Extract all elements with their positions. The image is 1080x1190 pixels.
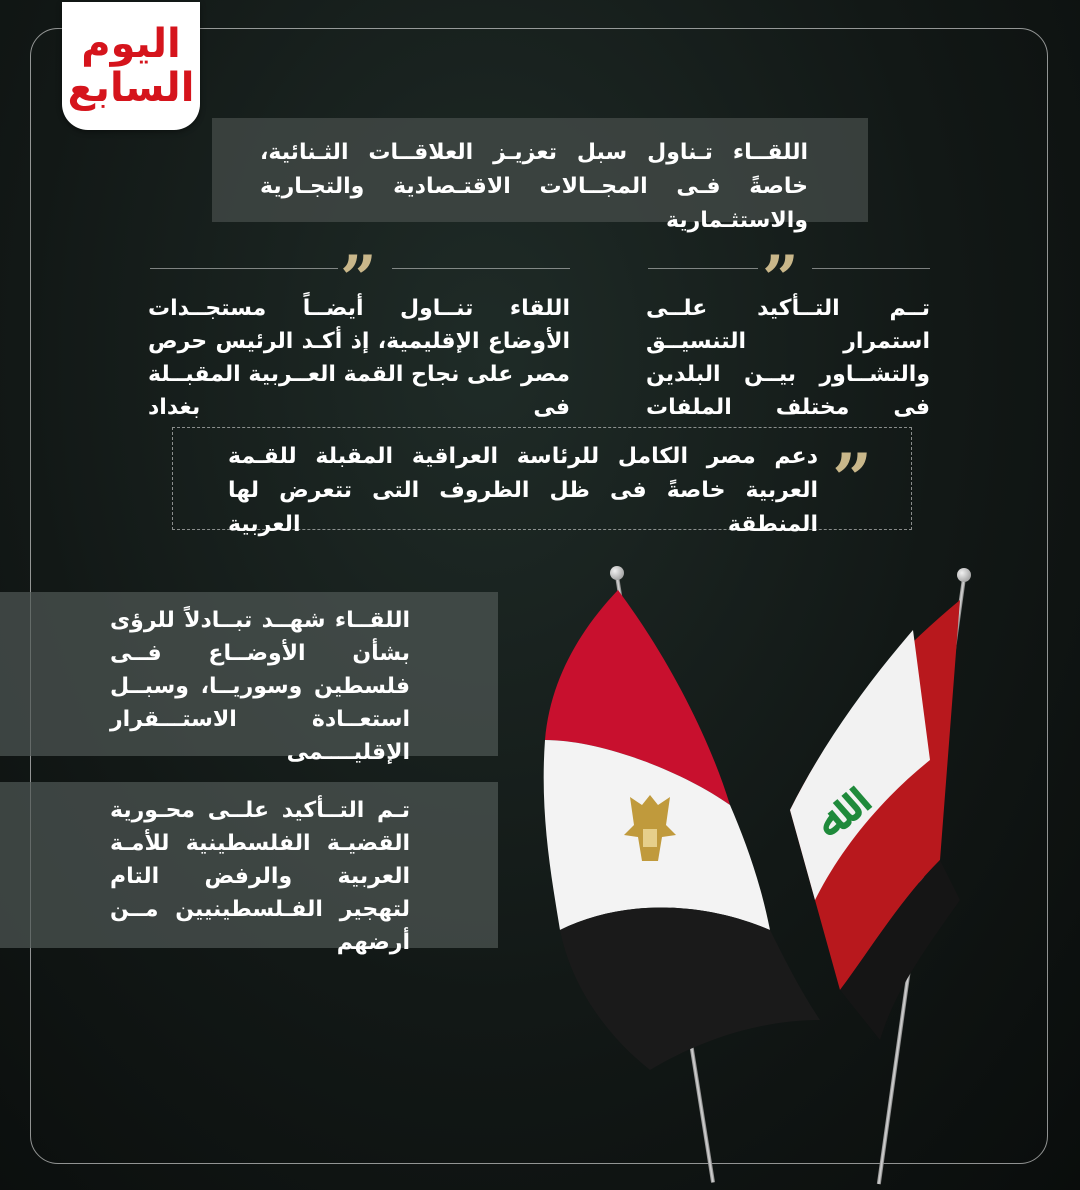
quote-mark-icon: ” [340,242,377,317]
side-statement-text-1: اللقــاء شهــد تبــادلاً للرؤى بشأن الأوضــاع فــى فلسطين وسوريــا، وسبــل استعــادة الاستـــقرار الإقليــــمى [110,608,410,765]
divider-right-a [648,268,758,269]
iraq-flag [790,600,960,1040]
side-statement-text-2: تـم التــأكيد علــى محـورية القضيـة الفلسطينية للأمـة العربية والرفض التام لتهجير الفـلسطينيين مــن أرضهم [110,798,410,955]
divider-left-b [392,268,570,269]
side-statement-box-2 [0,782,498,955]
divider-right-b [812,268,930,269]
dashed-statement-text: دعم مصر الكامل للرئاسة العراقية المقبلة للقـمة العربية خاصةً فى ظل الظروف التى تتعرض لها المنطقة العربية [228,444,818,537]
top-statement-text: اللقــاء تـناول سبل تعزيـز العلاقــات الثـنائية، خاصةً فـى المجــالات الاقتـصادية والتجـارية والاستثـمارية [260,140,808,233]
quote-mark-icon: ” [832,438,873,521]
logo-line-2: السابع [67,65,195,111]
divider-left-a [150,268,338,269]
brand-logo [62,2,200,130]
flags-illustration [540,570,980,1090]
quote-right-text: تــم التــأكيد علــى استمرار التنسيــق والتشــاور بيــن البلدين فى مختلف الملفات [646,296,930,420]
iraq-takbir-emblem: ﷲ [803,790,859,849]
side-statement-box-1 [0,592,498,765]
quote-left-text: اللقاء تنــاول أيضــاً مستجــدات الأوضاع الإقليمية، إذ أكـد الرئيس حرص مصر على نجاح القمة العــربية المقبــلة فى بغداد [148,296,570,420]
top-statement-box [212,118,868,233]
logo-line-1: اليوم [81,21,181,67]
egypt-black-band [560,908,820,1071]
quote-mark-icon: ” [762,242,799,317]
egypt-flag [544,590,820,1070]
